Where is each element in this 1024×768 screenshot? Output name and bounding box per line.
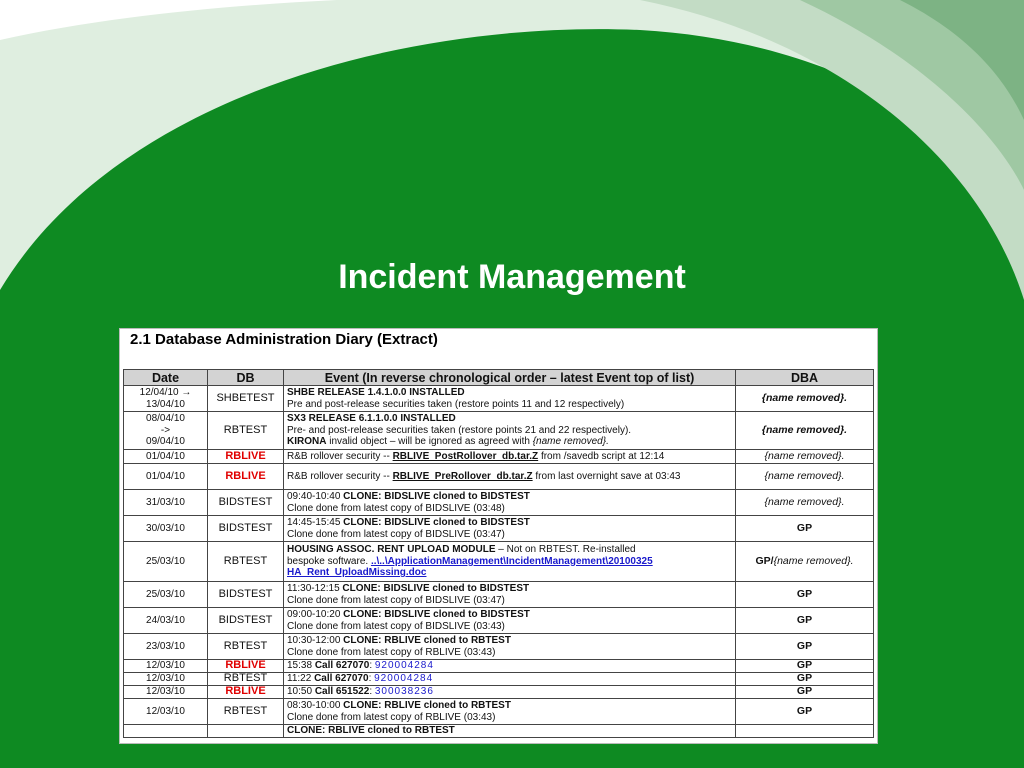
- dba-cell: {name removed}.: [736, 464, 874, 490]
- event-cell: R&B rollover security -- RBLIVE_PostRollover_db.tar.Z from /savedb script at 12:14: [284, 450, 736, 464]
- db-cell: RBTEST: [208, 673, 284, 686]
- table-row: [124, 725, 874, 738]
- date-cell: 12/03/10: [124, 673, 208, 686]
- dba-cell: GP: [736, 686, 874, 699]
- event-cell: SHBE RELEASE 1.4.1.0.0 INSTALLED Pre and post-release securities taken (restore points 11 and 12 respectively): [284, 386, 736, 412]
- date-cell: 08/04/10 -> 09/04/10: [124, 412, 208, 450]
- dba-cell: GP: [736, 582, 874, 608]
- table-row: [124, 673, 874, 686]
- date-cell: 01/04/10: [124, 464, 208, 490]
- dba-cell: {name removed}.: [736, 450, 874, 464]
- db-cell: SHBETEST: [208, 386, 284, 412]
- dba-cell: GP: [736, 660, 874, 673]
- db-cell: RBLIVE: [208, 464, 284, 490]
- event-cell: HOUSING ASSOC. RENT UPLOAD MODULE – Not on RBTEST. Re-installed bespoke software. ..\..\ApplicationManagement\IncidentManagement\20100325 HA_Rent_UploadMissing.doc: [284, 542, 736, 582]
- column-header-db: DB: [208, 370, 284, 386]
- table-row: [124, 686, 874, 699]
- dba-cell: {name removed}.: [736, 490, 874, 516]
- db-cell: [208, 725, 284, 738]
- date-cell: 12/03/10: [124, 660, 208, 673]
- db-cell: RBTEST: [208, 412, 284, 450]
- date-cell: [124, 725, 208, 738]
- date-cell: 24/03/10: [124, 608, 208, 634]
- event-cell: 10:50 Call 651522: 300038236: [284, 686, 736, 699]
- table-row: [124, 450, 874, 464]
- date-cell: 12/03/10: [124, 699, 208, 725]
- table-row: [124, 386, 874, 412]
- date-cell: 12/03/10: [124, 686, 208, 699]
- date-cell: 30/03/10: [124, 516, 208, 542]
- event-cell: 09:00-10:20 CLONE: BIDSLIVE cloned to BIDSTEST Clone done from latest copy of BIDSLIVE (03:43): [284, 608, 736, 634]
- date-cell: 31/03/10: [124, 490, 208, 516]
- db-cell: BIDSTEST: [208, 490, 284, 516]
- column-header-date: Date: [124, 370, 208, 386]
- diary-table: [123, 369, 874, 738]
- db-cell: RBTEST: [208, 542, 284, 582]
- table-header-row: [124, 370, 874, 386]
- dba-cell: GP: [736, 699, 874, 725]
- table-row: [124, 490, 874, 516]
- event-cell: 15:38 Call 627070: 920004284: [284, 660, 736, 673]
- db-cell: BIDSTEST: [208, 516, 284, 542]
- column-header-event: Event (In reverse chronological order – latest Event top of list): [284, 370, 736, 386]
- table-row: [124, 699, 874, 725]
- table-row: [124, 634, 874, 660]
- date-cell: 25/03/10: [124, 542, 208, 582]
- event-cell: SX3 RELEASE 6.1.1.0.0 INSTALLED Pre- and post-release securities taken (restore points 21 and 22 respectively). KIRONA invalid object – will be ignored as agreed with {name removed}.: [284, 412, 736, 450]
- db-cell: RBLIVE: [208, 660, 284, 673]
- table-row: [124, 464, 874, 490]
- table-row: [124, 582, 874, 608]
- event-cell: 11:30-12:15 CLONE: BIDSLIVE cloned to BIDSTEST Clone done from latest copy of BIDSLIVE (03:47): [284, 582, 736, 608]
- event-cell: 10:30-12:00 CLONE: RBLIVE cloned to RBTEST Clone done from latest copy of RBLIVE (03:43): [284, 634, 736, 660]
- table-row: [124, 608, 874, 634]
- dba-cell: GP: [736, 634, 874, 660]
- dba-cell: [736, 725, 874, 738]
- event-cell: 11:22 Call 627070: 920004284: [284, 673, 736, 686]
- event-cell: 08:30-10:00 CLONE: RBLIVE cloned to RBTEST Clone done from latest copy of RBLIVE (03:43): [284, 699, 736, 725]
- event-cell: 14:45-15:45 CLONE: BIDSLIVE cloned to BIDSTEST Clone done from latest copy of BIDSLIVE (03:47): [284, 516, 736, 542]
- column-header-dba: DBA: [736, 370, 874, 386]
- document-extract: [119, 328, 878, 744]
- dba-cell: {name removed}.: [736, 386, 874, 412]
- dba-cell: GP: [736, 516, 874, 542]
- date-cell: 12/04/10 → 13/04/10: [124, 386, 208, 412]
- table-row: [124, 542, 874, 582]
- dba-cell: {name removed}.: [736, 412, 874, 450]
- db-cell: RBLIVE: [208, 686, 284, 699]
- event-cell: CLONE: RBLIVE cloned to RBTEST: [284, 725, 736, 738]
- date-cell: 23/03/10: [124, 634, 208, 660]
- date-cell: 25/03/10: [124, 582, 208, 608]
- event-cell: R&B rollover security -- RBLIVE_PreRollover_db.tar.Z from last overnight save at 03:43: [284, 464, 736, 490]
- date-cell: 01/04/10: [124, 450, 208, 464]
- event-cell: 09:40-10:40 CLONE: BIDSLIVE cloned to BIDSTEST Clone done from latest copy of BIDSLIVE (03:48): [284, 490, 736, 516]
- dba-cell: GP: [736, 608, 874, 634]
- db-cell: BIDSTEST: [208, 608, 284, 634]
- dba-cell: GP: [736, 673, 874, 686]
- db-cell: RBLIVE: [208, 450, 284, 464]
- slide-title: Incident Management: [338, 258, 686, 296]
- table-row: [124, 412, 874, 450]
- db-cell: BIDSTEST: [208, 582, 284, 608]
- table-row: [124, 660, 874, 673]
- table-row: [124, 516, 874, 542]
- document-link[interactable]: ..\..\ApplicationManagement\IncidentManagement\20100325 HA_Rent_UploadMissing.doc: [287, 555, 653, 579]
- db-cell: RBTEST: [208, 699, 284, 725]
- dba-cell: GP/{name removed}.: [736, 542, 874, 582]
- db-cell: RBTEST: [208, 634, 284, 660]
- document-heading: 2.1 Database Administration Diary (Extract): [130, 331, 438, 348]
